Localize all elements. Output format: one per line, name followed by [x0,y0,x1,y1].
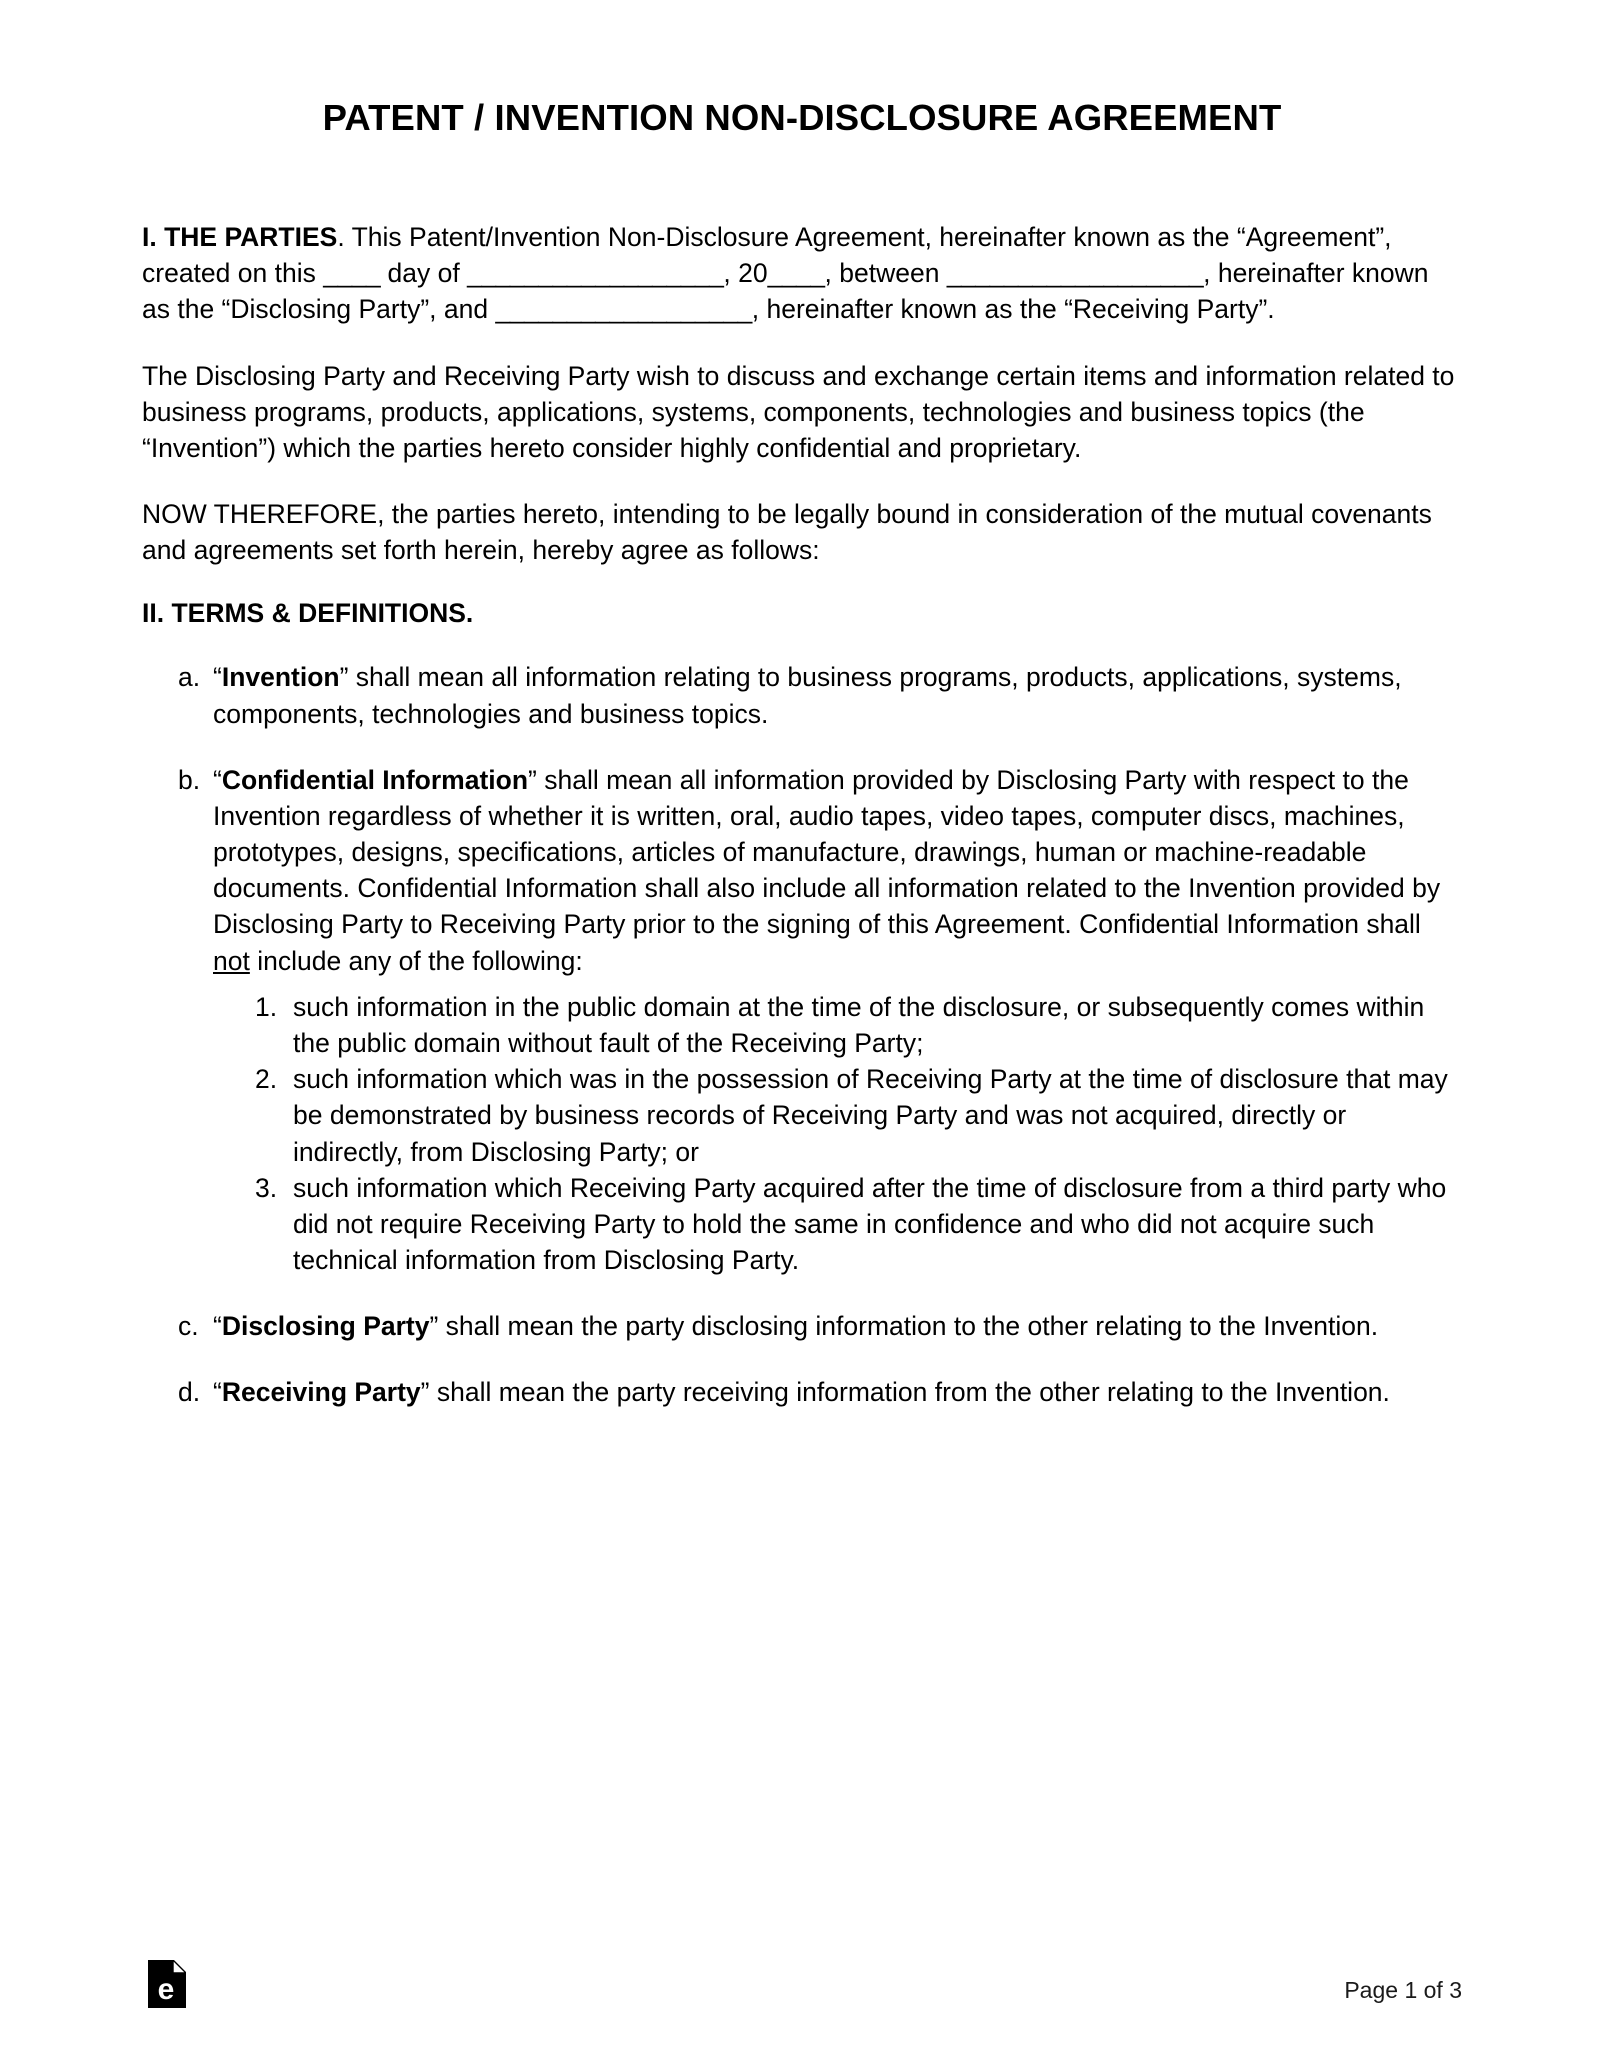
quote-close-a: ” [339,662,349,693]
list-marker-1: 1. [255,991,278,1022]
quote-open-c: “ [213,1311,222,1342]
parties-text-4: , between [824,258,947,289]
definition-text-invention: shall mean all information relating to business programs, products, applications, systems, components, technologies and business topics. [213,662,1402,729]
term-invention: Invention [221,662,340,693]
parties-paragraph [142,219,1462,328]
list-marker-b: b. [178,764,201,795]
emphasis-not: not [213,945,250,976]
now-therefore-paragraph: NOW THEREFORE, the parties hereto, intending to be legally bound in consideration of the mutual covenants and agreements set forth herein, hereby agree as follows: [142,499,1432,566]
exclusion-text-2: such information which was in the possession of Receiving Party at the time of disclosure that may be demonstrated by business records of Receiving Party and was not acquired, directly or indirectly, from Disclosing Party; or [293,1064,1448,1167]
quote-open-d: “ [213,1377,222,1408]
parties-text-5: , hereinafter known as the “Disclosing Party”, and [142,258,1429,325]
blank-disclosing-party: __________________ [946,258,1204,289]
parties-text-1: . This Patent/Invention Non-Disclosure Agreement, hereinafter known as the “Agreement”, created on this [142,222,1392,289]
term-disclosing-party: Disclosing Party [221,1311,430,1342]
quote-open-a: “ [213,662,222,693]
parties-text-6: , hereinafter known as the “Receiving Party”. [751,294,1275,325]
blank-year: ____ [767,258,825,289]
definition-item-disclosing-party [142,1308,1462,1344]
definition-item-invention [142,659,1462,731]
blank-day: ____ [323,258,381,289]
page-number: Page 1 of 3 [1344,1977,1462,2003]
definition-text-before-not: shall mean all information provided by Disclosing Party with respect to the Invention regardless of whether it is written, oral, audio tapes, video tapes, computer discs, machines, prototypes, designs, specifications, articles of manufacture, drawings, human or machine-readable documents. Confidential Information shall also include all information related to the Invention provided by Disclosing Party to Receiving Party prior to the signing of this Agreement. Confidential Information shall [213,764,1441,940]
exclusion-item-2 [213,1061,1462,1170]
list-marker-c: c. [178,1311,199,1342]
quote-close-b: ” [528,764,537,795]
terms-definitions-heading [142,598,1462,629]
svg-text:e: e [157,1973,175,2006]
definition-text-receiving-party: shall mean the party receiving information from the other relating to the Invention. [429,1377,1390,1408]
term-confidential-information: Confidential Information [221,764,529,795]
quote-open-b: “ [213,764,222,795]
page-title: PATENT / INVENTION NON-DISCLOSURE AGREEMENT [322,97,1282,138]
quote-close-c: ” [429,1311,439,1342]
list-marker-2: 2. [255,1064,278,1095]
term-receiving-party: Receiving Party [221,1377,421,1408]
page-footer [0,1930,1600,2070]
exclusion-text-3: such information which Receiving Party acquired after the time of disclosure from a third party who did not require Receiving Party to hold the same in confidence and who did not acquire such technical information from Disclosing Party. [293,1172,1447,1276]
document-content [142,0,1462,1441]
blank-receiving-party: __________________ [495,294,752,325]
definition-text-disclosing-party: shall mean the party disclosing information to the other relating to the Invention. [438,1311,1379,1342]
recital-paragraph: The Disclosing Party and Receiving Party wish to discuss and exchange certain items and information related to business programs, products, applications, systems, components, technologies and business topics (the “Invention”) which the parties hereto consider highly confidential and proprietary. [142,360,1455,463]
quote-close-d: ” [420,1377,430,1408]
exclusion-text-1: such information in the public domain at the time of the disclosure, or subsequently comes within the public domain without fault of the Receiving Party; [293,991,1425,1058]
list-marker-3: 3. [255,1172,278,1203]
exclusion-item-1 [213,989,1462,1061]
parties-heading: I. THE PARTIES [142,222,338,253]
eforms-logo-icon [148,1960,186,2008]
blank-month: __________________ [467,258,724,289]
definition-item-receiving-party [142,1374,1462,1410]
definition-text-after-not: include any of the following: [249,945,583,976]
document-body [142,139,1462,1410]
list-marker-d: d. [178,1377,201,1408]
exclusion-item-3 [213,1170,1462,1279]
parties-text-2: day of [380,258,468,289]
list-marker-a: a. [178,662,201,693]
definition-item-confidential-information [142,762,1462,1278]
definitions-list [142,659,1462,1410]
parties-text-3: , 20 [723,258,768,289]
terms-heading-text: II. TERMS & DEFINITIONS [142,598,466,629]
exclusions-list [213,989,1462,1278]
terms-heading-suffix: . [465,598,474,629]
